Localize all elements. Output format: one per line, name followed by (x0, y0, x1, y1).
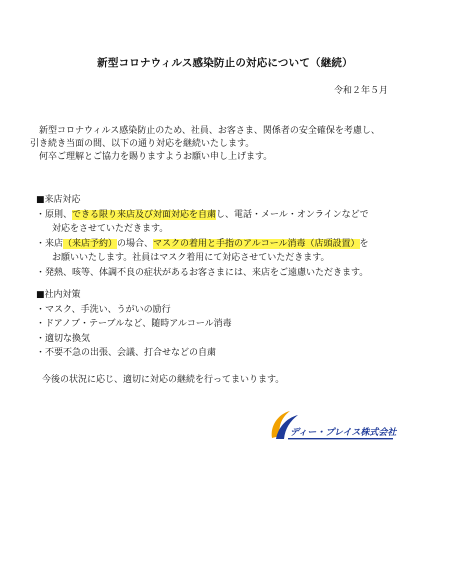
intro-line-2: 引き続き当面の間、以下の通り対応を継続いたします。 (30, 139, 255, 149)
internal-item-3: ・適切な換気 (36, 333, 91, 344)
internal-measures-section (36, 288, 416, 361)
store-item-1-suffix: し、電話・メール・オンラインなどで (216, 209, 369, 220)
internal-section-heading: ■社内対策 (36, 290, 81, 300)
store-item-1-prefix: ・原則、 (36, 209, 73, 220)
closing-statement: 今後の状況に応じ、適切に対応の継続を行ってまいります。 (42, 375, 285, 385)
store-item-3: ・発熱、咳等、体調不良の症状があるお客さまには、来店をご遠慮いただきます。 (36, 267, 369, 278)
internal-item-4: ・不要不急の出張、会議、打合せなどの自粛 (36, 348, 217, 358)
intro-line-3: 何卒ご理解とご協力を賜りますようお願い申し上げます。 (39, 152, 273, 162)
document-title: 新型コロナウィルス感染防止の対応について（継続） (97, 57, 353, 69)
internal-item-2: ・ドアノブ・テーブルなど、随時アルコール消毒 (36, 319, 232, 329)
store-item-2-continuation: お願いいたします。社員はマスク着用にて対応させていただきます。 (52, 253, 330, 263)
store-item-2 (36, 237, 416, 252)
store-item-2-highlight-1: （来店予約） (63, 238, 118, 249)
internal-item-1: ・マスク、手洗い、うがいの励行 (36, 304, 171, 315)
store-item-2-suffix: を (359, 238, 369, 249)
store-response-section (36, 193, 416, 280)
store-item-2-prefix: ・来店 (36, 238, 64, 249)
store-item-2-highlight-2: マスクの着用と手指のアルコール消毒（店頭設置） (153, 238, 360, 249)
document-date: 令和２年５月 (333, 86, 388, 96)
intro-line-1: 新型コロナウィルス感染防止のため、社員、お客さま、関係者の安全確保を考慮し、 (39, 126, 380, 136)
intro-paragraph (30, 125, 420, 164)
store-item-1-continuation: 対応をさせていただきます。 (52, 224, 169, 234)
store-item-2-middle: の場合、 (117, 238, 154, 249)
store-item-1-highlight: できる限り来店及び対面対応を自粛 (72, 209, 217, 220)
company-name: ディー・プレイス株式会社 (290, 428, 397, 438)
store-section-heading: ■来店対応 (36, 195, 81, 205)
store-item-1 (36, 208, 416, 223)
